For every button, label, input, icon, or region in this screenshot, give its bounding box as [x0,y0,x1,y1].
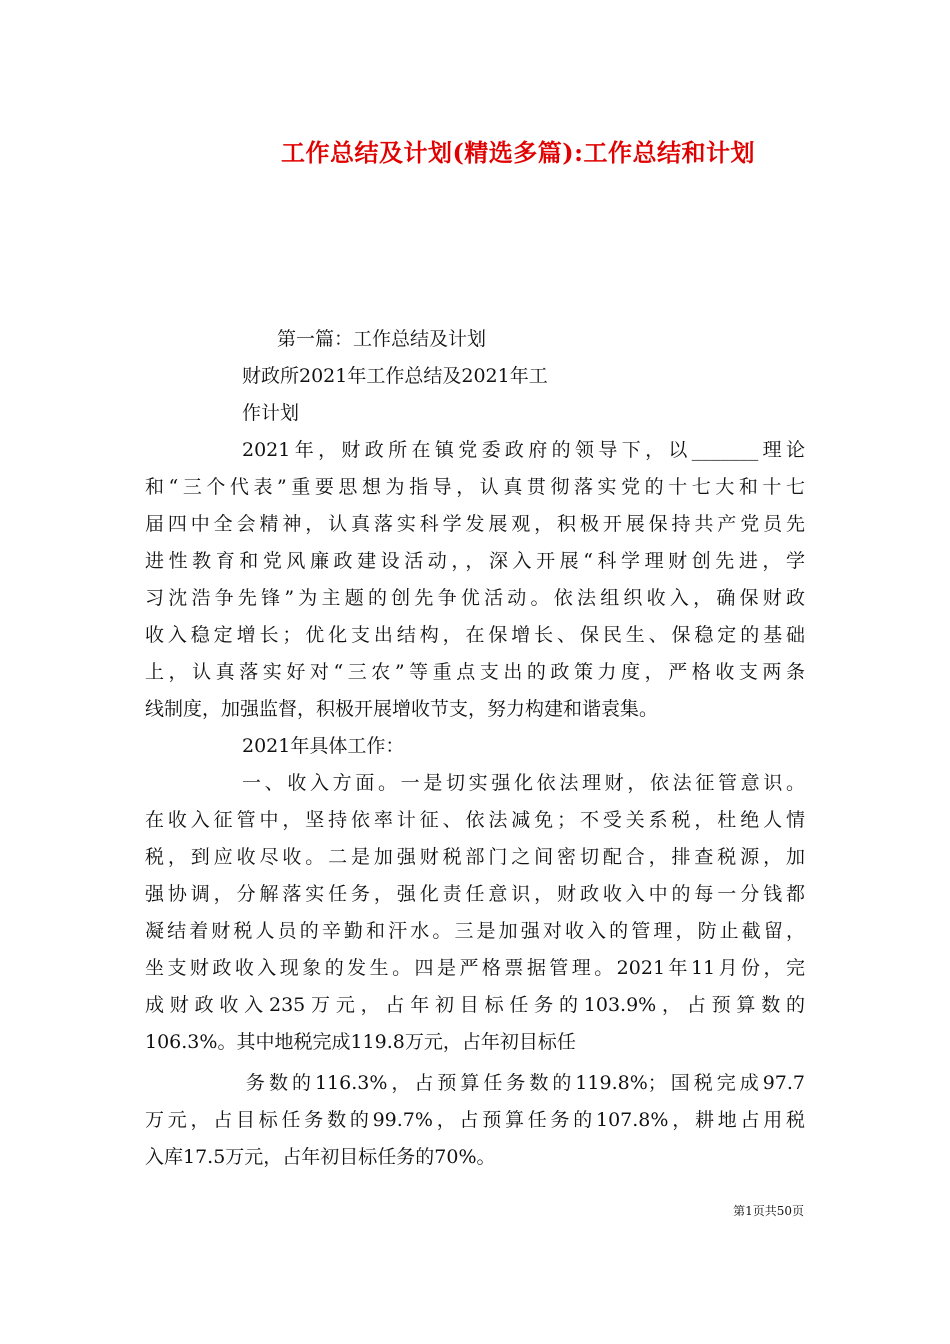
paragraph-line: 上，认真落实好对“三农”等重点支出的政策力度，严格收支两条 [145,661,805,683]
paragraph-line: 2021年，财政所在镇党委政府的领导下，以_______理论 [242,439,805,461]
document-title: 工作总结及计划(精选多篇):工作总结和计划 [280,138,756,167]
subheading-line: 2021年具体工作： [242,735,405,757]
paragraph-line: 进性教育和党风廉政建设活动，，深入开展“科学理财创先进，学 [145,550,805,572]
page-number: 第1页共50页 [733,1204,804,1218]
paragraph-line: 税，到应收尽收。二是加强财税部门之间密切配合，排查税源，加 [145,846,805,868]
paragraph-line: 务数的116.3%，占预算任务数的119.8%；国税完成97.7 [246,1072,805,1094]
section-heading: 第一篇：工作总结及计划 [277,328,487,350]
paragraph-line: 线制度，加强监督，积极开展增收节支，努力构建和谐袁集。 [145,698,659,720]
paragraph-line: 一、收入方面。一是切实强化依法理财，依法征管意识。 [242,772,805,794]
paragraph-line: 届四中全会精神，认真落实科学发展观，积极开展保持共产党员先 [145,513,805,535]
paragraph-line: 习沈浩争先锋”为主题的创先争优活动。依法组织收入，确保财政 [145,587,805,609]
paragraph-line: 和“三个代表”重要思想为指导，认真贯彻落实党的十七大和十七 [145,476,805,498]
paragraph-line: 在收入征管中，坚持依率计征、依法减免；不受关系税，杜绝人情 [145,809,805,831]
paragraph-line: 入库17.5万元，占年初目标任务的70%。 [145,1146,496,1168]
paragraph-line: 106.3%。其中地税完成119.8万元，占年初目标任 [145,1031,576,1053]
paragraph-line: 凝结着财税人员的辛勤和汗水。三是加强对收入的管理，防止截留， [145,920,805,942]
subtitle-line-1: 财政所2021年工作总结及2021年工 [242,365,548,387]
subtitle-line-2: 作计划 [242,402,300,424]
paragraph-line: 坐支财政收入现象的发生。四是严格票据管理。2021年11月份，完 [145,957,805,979]
paragraph-line: 收入稳定增长；优化支出结构，在保增长、保民生、保稳定的基础 [145,624,805,646]
paragraph-line: 万元，占目标任务数的99.7%，占预算任务的107.8%，耕地占用税 [145,1109,805,1131]
paragraph-line: 强协调，分解落实任务，强化责任意识，财政收入中的每一分钱都 [145,883,805,905]
paragraph-line: 成财政收入235万元，占年初目标任务的103.9%，占预算数的 [145,994,805,1016]
